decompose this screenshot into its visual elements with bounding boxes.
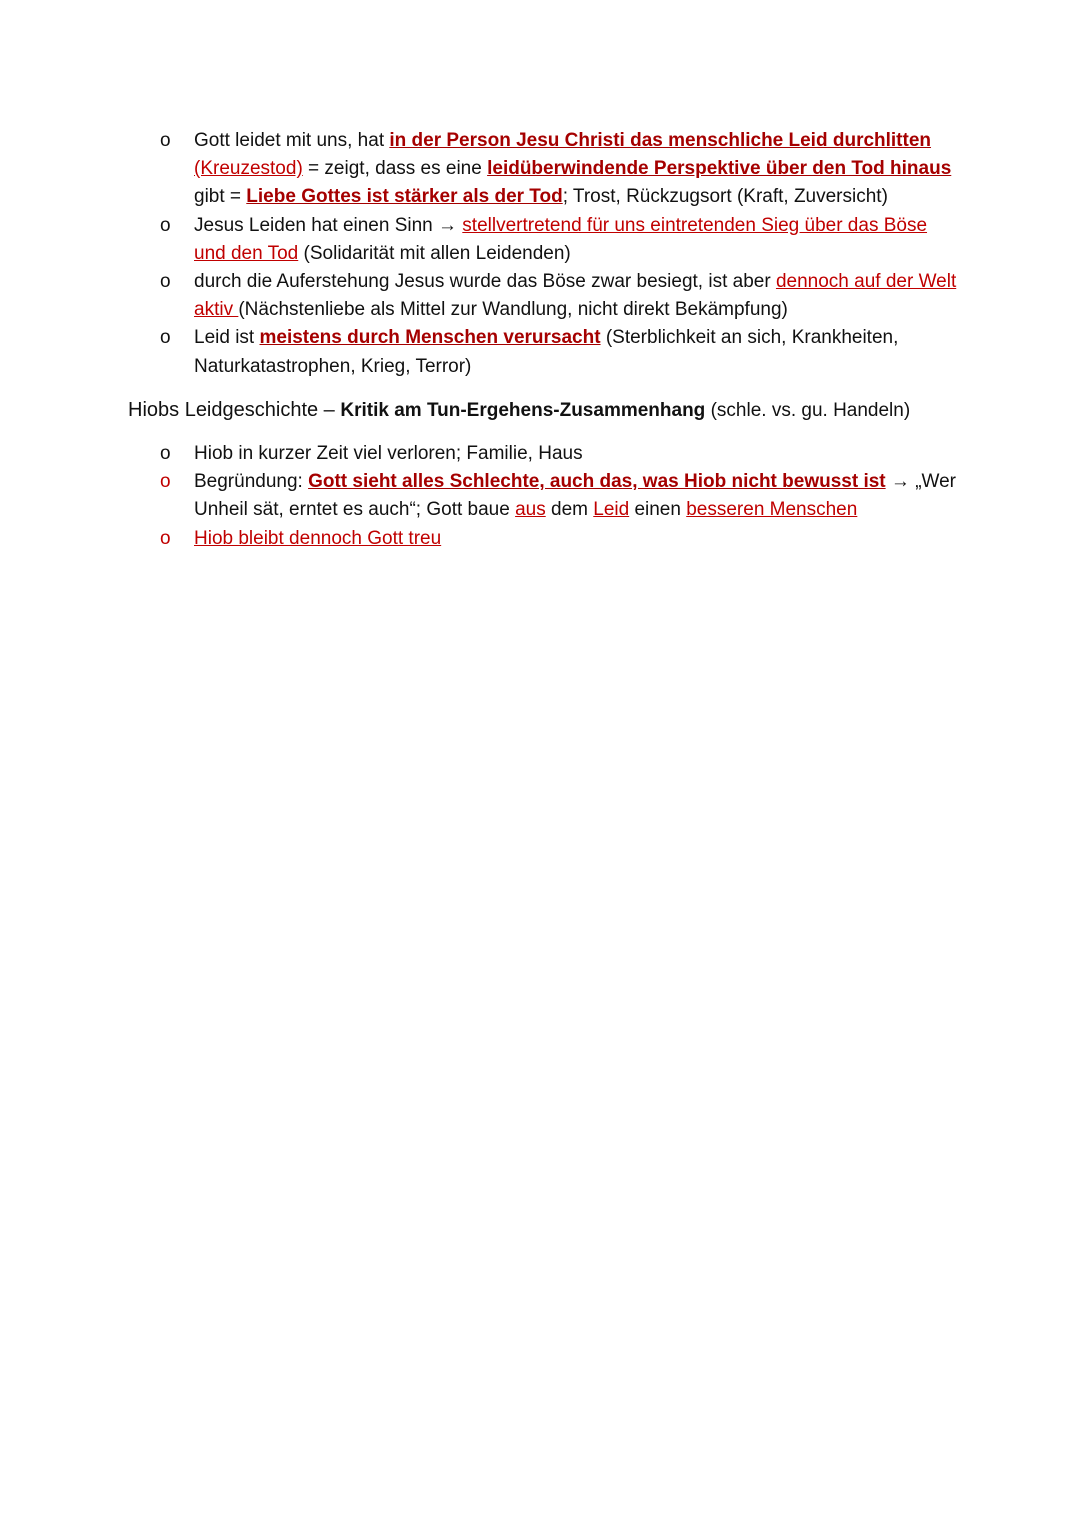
- highlight-text: aus: [515, 499, 546, 521]
- emphasis-text: in der Person Jesu Christi das menschliche Leid durchlitten: [389, 130, 932, 151]
- list-item: [160, 268, 960, 324]
- highlight-text: besseren Menschen: [686, 499, 858, 521]
- item-text: Gott leidet mit uns, hat: [194, 130, 390, 151]
- heading-emphasis: Kritik am Tun-Ergehens-Zusammenhang: [340, 400, 706, 421]
- item-text: gibt =: [194, 186, 247, 208]
- item-text: → „Wer Unheil sät, erntet es auch“; Gott baue: [194, 471, 957, 521]
- heading-title: Hiobs Leidgeschichte –: [128, 399, 341, 421]
- list-item: [160, 127, 960, 212]
- bullet-marker: o: [160, 527, 171, 549]
- item-text: (Nächstenliebe als Mittel zur Wandlung, nicht direkt Bekämpfung): [238, 299, 788, 321]
- heading-suffix: (schle. vs. gu. Handeln): [705, 400, 911, 421]
- highlight-text: Hiob bleibt dennoch Gott treu: [194, 527, 442, 549]
- highlight-text: (Kreuzestod): [194, 158, 303, 180]
- list-item: [160, 324, 960, 380]
- list-item: [160, 468, 960, 524]
- emphasis-text: meistens durch Menschen verursacht: [259, 327, 601, 349]
- item-text: (Sterblichkeit an sich, Krankheiten, Naturkatastrophen, Krieg, Terror): [194, 327, 899, 377]
- bullet-list-suffering-meaning: [160, 127, 960, 381]
- highlight-text: stellvertretend für uns eintretenden Sieg über das Böse und den Tod: [194, 214, 928, 264]
- emphasis-text: Gott sieht alles Schlechte, auch das, was Hiob nicht bewusst ist: [308, 471, 886, 493]
- item-text: einen: [629, 499, 687, 521]
- list-item: [160, 525, 960, 553]
- emphasis-text: leidüberwindende Perspektive über den Tod hinaus: [487, 158, 952, 180]
- list-item: [160, 212, 960, 268]
- item-text: Hiob in kurzer Zeit viel verloren; Familie, Haus: [194, 443, 583, 464]
- item-text: ; Trost, Rückzugsort (Kraft, Zuversicht): [562, 186, 888, 208]
- bullet-marker: o: [160, 130, 171, 151]
- bullet-marker: o: [160, 271, 171, 293]
- list-item: [160, 440, 960, 468]
- item-text: Jesus Leiden hat einen Sinn →: [194, 214, 463, 236]
- item-text: Leid ist: [194, 327, 260, 349]
- bullet-marker: o: [160, 214, 171, 236]
- item-text: Begründung:: [194, 471, 309, 493]
- bullet-marker: o: [160, 327, 171, 349]
- bullet-marker: o: [160, 443, 171, 464]
- item-text: durch die Auferstehung Jesus wurde das Böse zwar besiegt, ist aber: [194, 271, 776, 293]
- emphasis-text: Liebe Gottes ist stärker als der Tod: [246, 186, 563, 208]
- bullet-list-hiob: [160, 440, 960, 553]
- section-heading-hiob: [128, 396, 1008, 425]
- bullet-marker: o: [160, 471, 171, 493]
- item-text: = zeigt, dass es eine: [302, 158, 488, 180]
- highlight-text: dennoch auf der Welt aktiv: [194, 271, 957, 321]
- item-text: dem: [545, 499, 594, 521]
- highlight-text: Leid: [593, 499, 630, 521]
- item-text: (Solidarität mit allen Leidenden): [298, 242, 571, 264]
